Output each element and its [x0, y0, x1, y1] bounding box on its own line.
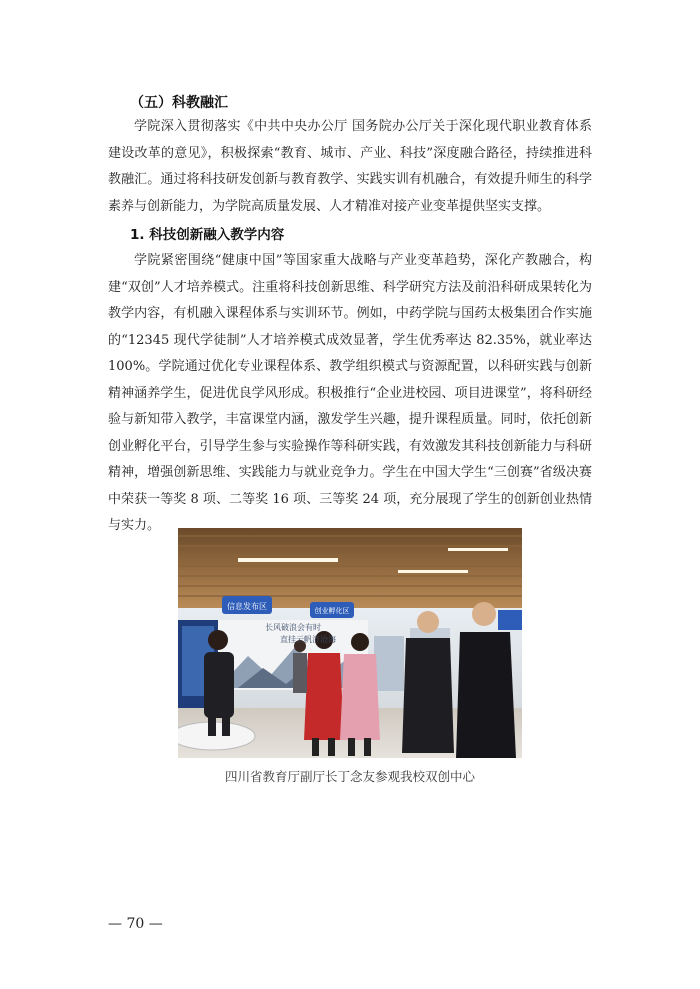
page-number: — 70 —	[108, 916, 163, 932]
photo-caption: 四川省教育厅副厅长丁念友参观我校双创中心	[224, 769, 475, 784]
intro-paragraph: 学院深入贯彻落实《中共中央办公厅 国务院办公厅关于深化现代职业教育体系建设改革的意见》，积极探索“教育、城市、产业、科技”深度融合路径，持续推进科教融汇。通过将科技研发创新与教育教学、实践实训有机融合，有效提升师生的科学素养与创新能力，为学院高质量发展、人才精准对接产业变革提供坚实支撑。	[108, 119, 592, 214]
photo-sign-left: 信息发布区	[227, 602, 267, 611]
photo-banner-line1: 长风破浪会有时	[265, 623, 321, 632]
subsection-heading: 1. 科技创新融入教学内容	[130, 227, 285, 243]
photo-banner-line2: 直挂云帆济沧海	[280, 635, 336, 644]
photo-sign-right: 创业孵化区	[314, 607, 350, 615]
section-heading: （五）科教融汇	[130, 95, 228, 111]
body-paragraph: 学院紧密围绕“健康中国”等国家重大战略与产业变革趋势，深化产教融合，构建“双创”人才培养模式。注重将科技创新思维、科学研究方法及前沿科研成果转化为教学内容，有机融入课程体系与实训环节。例如，中药学院与国药太极集团合作实施的“12345 现代学徒制”人才培养模式成效显著，学生优秀率达 82.35%，就业率达 100%。学院通过优化专业课程体系、教学组织模式与资源配置，以科研实践与创新精神涵养学生，促进优良学风形成。积极推行“企业进校园、项目进课堂”，将科研经验与新知带入教学，丰富课堂内涵，激发学生兴趣，提升课程质量。同时，依托创新创业孵化平台，引导学生参与实验操作等科研实践，有效激发其科技创新能力与科研精神，增强创新思维、实践能力与就业竞争力。学生在中国大学生“三创赛”省级决赛中荣获一等奖 8 项、二等奖 16 项、三等奖 24 项，充分展现了学生的创新创业热情与实力。	[108, 253, 592, 533]
visit-photo	[178, 528, 522, 758]
